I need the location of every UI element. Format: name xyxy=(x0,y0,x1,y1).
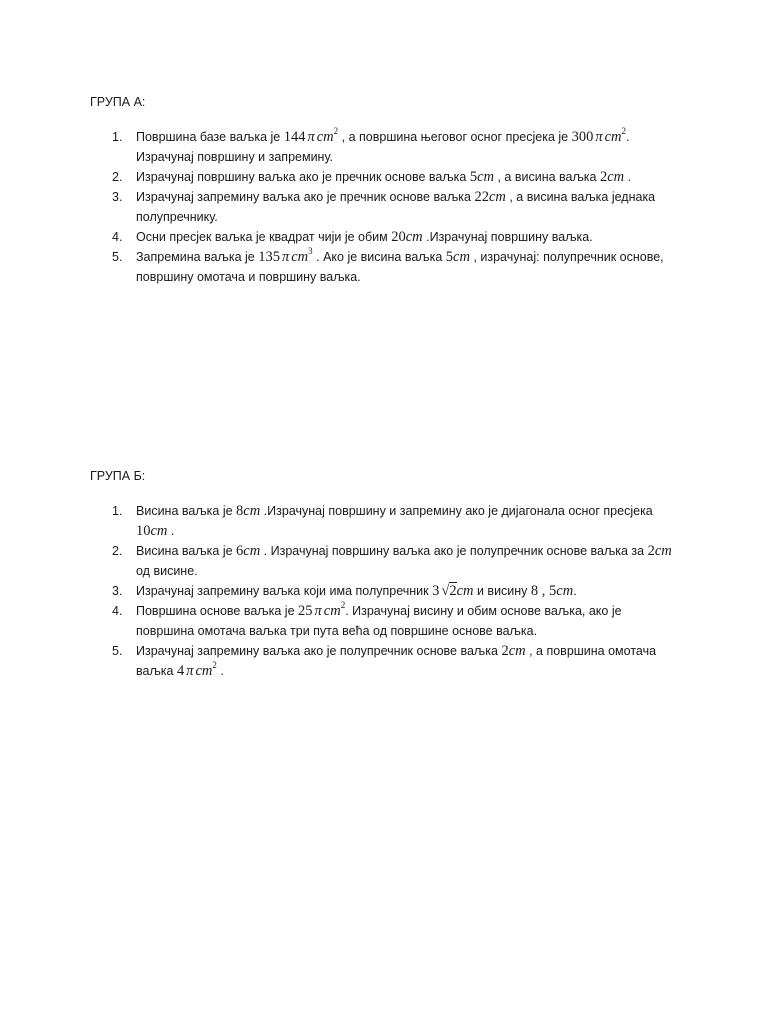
problem-number: 5. xyxy=(112,644,123,658)
group-b-problem-2 xyxy=(90,541,690,581)
math-unit: cm xyxy=(488,189,506,205)
group-b-problem-list xyxy=(90,501,690,681)
math-unit: cm xyxy=(243,543,261,559)
problem-text: и висину xyxy=(473,584,531,598)
group-a-problem-4 xyxy=(90,227,690,247)
group-b-problem-3 xyxy=(90,581,690,601)
math-unit: cm xyxy=(607,169,625,185)
math-value: 25 xyxy=(298,603,313,619)
math-unit: cm xyxy=(405,229,423,245)
group-b-problem-4 xyxy=(90,601,690,641)
problem-text: Израчунај запремину ваљка ако је пречник основе ваљка xyxy=(136,190,475,204)
problem-text: Висина ваљка је xyxy=(136,504,237,518)
math-value: 2 xyxy=(599,169,608,185)
group-b-title: ГРУПА Б: xyxy=(90,469,146,483)
math-value: 5 xyxy=(445,249,454,265)
group-a xyxy=(90,94,690,287)
math-pi: π xyxy=(186,663,194,679)
group-b xyxy=(90,468,690,681)
problem-text: .Израчунај површину ваљка. xyxy=(422,230,593,244)
group-a-problem-1 xyxy=(90,127,690,167)
math-unit: cm xyxy=(556,583,574,599)
math-unit: cm xyxy=(477,169,494,185)
math-value: 22 xyxy=(474,189,489,205)
problem-text: .Израчунај површину и запремину ако је дијагонала осног пресјека xyxy=(260,504,653,518)
math-exponent: 2 xyxy=(340,600,346,610)
math-sqrt-symbol: √ xyxy=(441,583,450,599)
group-b-problem-5 xyxy=(90,641,690,681)
math-exponent: 2 xyxy=(621,126,627,136)
problem-text: Израчунај површину ваљка ако је пречник основе ваљка xyxy=(136,170,470,184)
problem-number: 3. xyxy=(112,190,123,204)
group-a-problem-5 xyxy=(90,247,690,287)
problem-number: 3. xyxy=(112,584,123,598)
problem-text: . xyxy=(216,664,224,678)
problem-text: Запремина ваљка је xyxy=(136,250,259,264)
math-value: 20 xyxy=(391,229,406,245)
problem-number: 1. xyxy=(112,130,123,144)
math-value: 8 xyxy=(236,503,244,519)
problem-text-line2: полупречнику. xyxy=(136,210,218,224)
problem-text: , а висина ваљка xyxy=(494,170,600,184)
math-value: 135 xyxy=(258,249,280,265)
math-value: 6 xyxy=(236,543,244,559)
problem-text-line2: површину омотача и површину ваљка. xyxy=(136,270,361,284)
problem-text: Површина основе ваљка је xyxy=(136,604,298,618)
problem-number: 1. xyxy=(112,504,123,518)
group-a-problem-list xyxy=(90,127,690,287)
math-value: 2 xyxy=(647,543,655,559)
math-unit: cm xyxy=(508,643,526,659)
problem-text: . xyxy=(573,584,577,598)
problem-number: 2. xyxy=(112,170,123,184)
math-unit: cm xyxy=(195,663,213,679)
math-unit: cm xyxy=(654,543,672,559)
problem-text-line2: Израчунај површину и запремину. xyxy=(136,150,333,164)
math-value: 8 , 5 xyxy=(530,583,557,599)
math-pi: π xyxy=(281,249,290,265)
math-unit: cm xyxy=(150,523,168,539)
problem-number: 5. xyxy=(112,250,123,264)
problem-text: Израчунај запремину ваљка ако је полупречник основе ваљка xyxy=(136,644,502,658)
math-value: 144 xyxy=(283,129,306,145)
math-value: 10 xyxy=(136,523,151,539)
math-value: 3 xyxy=(432,583,440,599)
math-unit: cm xyxy=(316,129,334,145)
problem-text: . xyxy=(624,170,632,184)
group-a-problem-2 xyxy=(90,167,690,187)
problem-text: , а површина омотача xyxy=(525,644,657,658)
math-radicand: 2 xyxy=(449,583,457,599)
problem-text-line2: од висине. xyxy=(136,564,198,578)
problem-text: Површина базе ваљка је xyxy=(136,130,284,144)
problem-text: , а висина ваљка једнака xyxy=(505,190,656,204)
problem-text-line2: површина омотача ваљка три пута већа од површине основе ваљка. xyxy=(136,624,538,638)
group-b-problem-1 xyxy=(90,501,690,541)
problem-text: . xyxy=(626,130,630,144)
math-pi: π xyxy=(307,129,315,145)
problem-text: , израчунај: полупречник основе, xyxy=(469,250,664,264)
math-value: 4 xyxy=(176,663,185,679)
problem-text: Висина ваљка је xyxy=(136,544,237,558)
math-value: 300 xyxy=(571,129,594,145)
group-a-title: ГРУПА А: xyxy=(90,95,146,109)
problem-text: . Израчунај површину ваљка ако је полупречник основе ваљка за xyxy=(260,544,648,558)
math-value: 5 xyxy=(469,169,478,185)
problem-number: 2. xyxy=(112,544,123,558)
math-unit: cm xyxy=(456,583,474,599)
math-exponent: 3 xyxy=(308,246,313,256)
math-exponent: 2 xyxy=(212,660,217,670)
math-pi: π xyxy=(314,603,322,619)
problem-text: . xyxy=(167,524,175,538)
math-unit: cm xyxy=(291,249,309,265)
problem-text: , а површина његовог осног пресјека је xyxy=(338,130,572,144)
math-pi: π xyxy=(595,129,603,145)
math-value: 2 xyxy=(501,643,509,659)
problem-text: Израчунај запремину ваљка који има полупречник xyxy=(136,584,433,598)
problem-text-line2: ваљка xyxy=(136,664,177,678)
math-unit: cm xyxy=(243,503,261,519)
math-exponent: 2 xyxy=(333,126,339,136)
math-unit: cm xyxy=(604,129,622,145)
math-unit: cm xyxy=(453,249,470,265)
problem-number: 4. xyxy=(112,230,123,244)
math-unit: cm xyxy=(323,603,341,619)
problem-number: 4. xyxy=(112,604,123,618)
problem-text: . Ако је висина ваљка xyxy=(312,250,446,264)
problem-text: . Израчунај висину и обим основе ваљка, ако је xyxy=(345,604,622,618)
problem-text: Осни пресјек ваљка је квадрат чији је обим xyxy=(136,230,392,244)
group-a-problem-3 xyxy=(90,187,690,227)
